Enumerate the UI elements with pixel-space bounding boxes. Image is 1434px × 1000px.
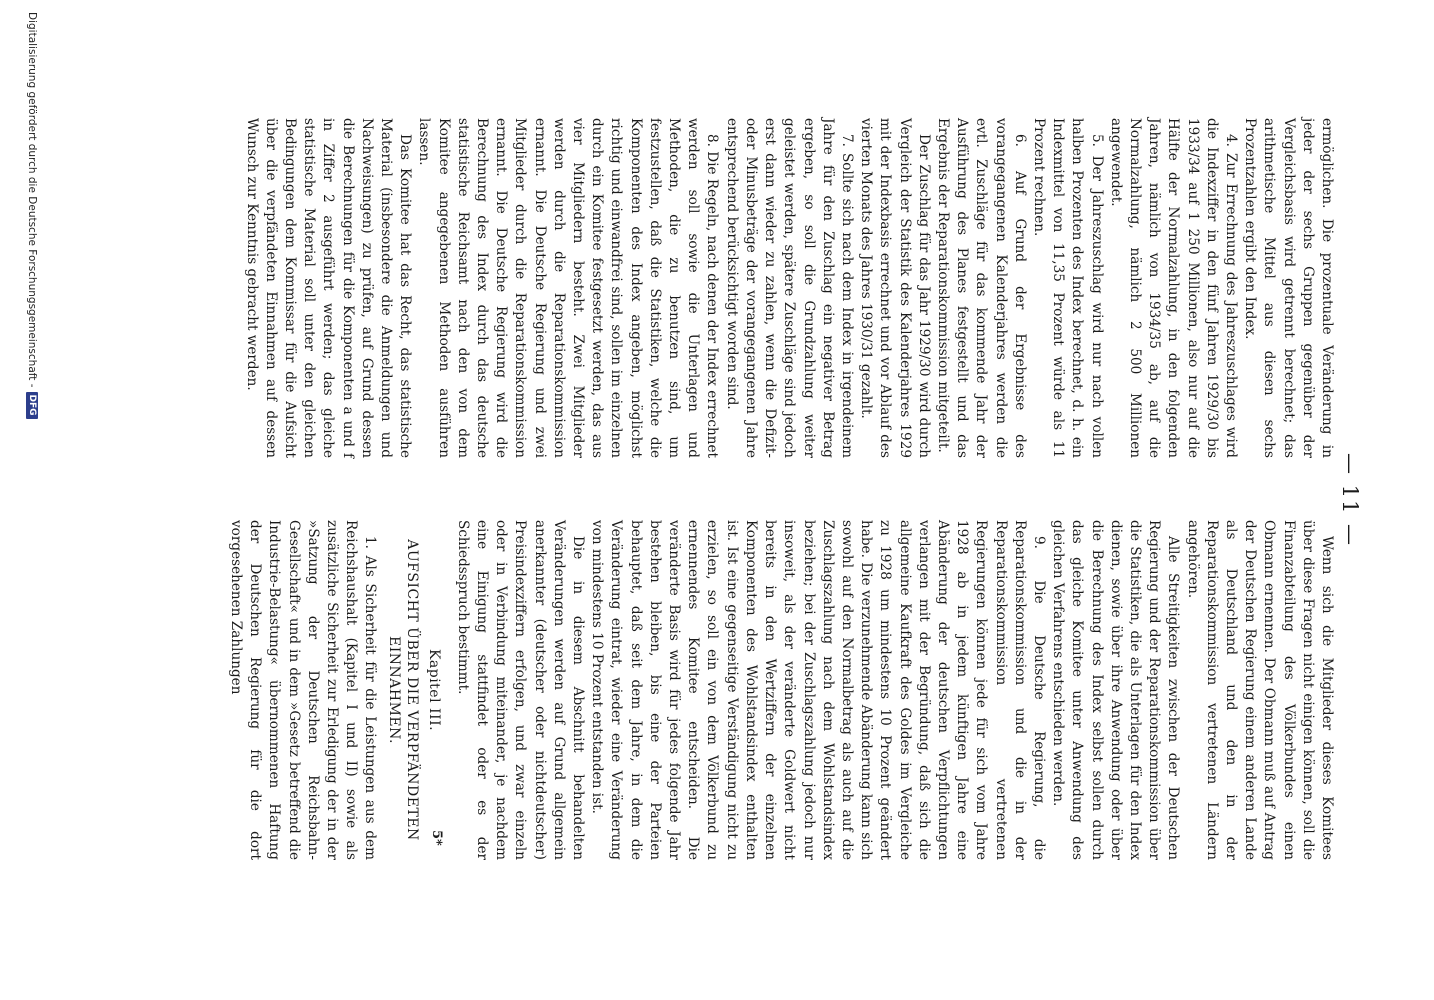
paragraph: 4. Zur Errechnung des Jahreszuschlages wird die Indexziffer in den fünf Jahren 1929/30 bis 1933/34 auf 1 250 Millionen, also nur auf die Hälfte der Normalzahlung, in den folgenden Jahren, nämlich von 1934/35 ab, auf die Normalzahlung, nämlich 2 500 Millionen angewendet. (1107, 118, 1239, 458)
section-heading: AUFSICHT ÜBER DIE VERPFÄNDETEN EINNAHMEN. (386, 539, 421, 841)
right-column-bottom (226, 520, 380, 860)
paragraph: Die in diesem Abschnitt behandelten Veränderungen werden auf Grund allgemein anerkannter (deutscher oder nichtdeutscher) Preisindexziffern erfolgen, und zwar einzeln oder in Verbindung miteinander, je nachdem eine Einigung stattfindet oder es der Schiedsspruch bestimmt. (454, 520, 587, 860)
chapter-heading: Kapitel III. (425, 648, 442, 732)
paragraph: 9. Die Deutsche Regierung, die Reparationskommission und die in der Reparationskommission vertretenen Regierungen können jede für sich vom Jahre 1928 ab in jedem künftigen Jahre eine Abänderung der deutschen Verpflichtungen verlangen mit der Begründung, daß sich die allgemeine Kaufkraft des Goldes im Vergleiche zu 1928 um mindestens 10 Prozent geändert habe. Die verzunehmende Abänderung kann sich sowohl auf den Normalbetrag als auch auf die Zuschlagszahlung nach dem Wohlstandsindex beziehen; bei der Zuschlagszahlung jedoch nur insoweit, als der veränderte Goldwert nicht bereits in den Wertziffern der einzelnen Komponenten des Wohlstandsindex enthalten ist. Ist eine gegenseitige Verständigung nicht zu erzielen, so soll ein von dem Völkerbund zu ernennendes Komitee entscheiden. Die veränderte Basis wird für jedes folgende Jahr bestehen bleiben, bis eine der Parteien behauptet, daß seit dem Jahre, in dem die Veränderung eintrat, wieder eine Veränderung von mindestens 10 Prozent entstanden ist. (589, 520, 1047, 860)
signature-mark: 5* (429, 830, 444, 846)
right-column-top (453, 520, 1336, 860)
paragraph: Der Zuschlag für das Jahr 1929/30 wird durch Vergleich der Statistik des Kalenderjahres 1929 mit der Indexbasis errechnet und vor Ablauf des vierten Monats des Jahres 1930/31 gezahlt. (858, 118, 932, 458)
left-text-column (241, 118, 1336, 458)
paragraph: 7. Sollte sich nach dem Index in irgendeinem Jahre für den Zuschlag ein negativer Betrag ergeben, so soll die Grundzahlung weiter geleistet werden, spätere Zuschläge sind jedoch erst dann wieder zu zahlen, wenn die Defizit- oder Minusbeträge der vorangegangenen Jahre entsprechend berücksichtigt worden sind. (723, 118, 855, 458)
paragraph: 8. Die Regeln, nach denen der Index errechnet werden soll sowie die Unterlagen und Methoden, die zu benutzen sind, um festzustellen, daß die Statistiken, welche die Komponenten des Index angeben, möglichst richtig und einwandfrei sind, sollen im einzelnen durch ein Komitee festgesetzt werden, das aus vier Mitgliedern besteht. Zwei Mitglieder werden durch die Reparationskommission ernannt. Die Deutsche Regierung und zwei Mitglieder durch die Reparationskommission ernannt. Die Deutsche Regierung wird die Berechnung des Index durch das deutsche statistische Reichsamt nach den von dem Komitee angegebenen Methoden ausführen lassen. (416, 118, 721, 458)
digitization-credit (26, 12, 38, 419)
dfg-logo: DFG (26, 392, 38, 419)
credit-text: Digitalisierung gefördert durch die Deutsche Forschungsgemeinschaft - (26, 12, 38, 388)
right-text-column (226, 520, 1336, 860)
paragraph: 1. Als Sicherheit für die Leistungen aus dem Reichshaushalt (Kapitel I und II) sowie als zusätzliche Sicherheit zur Erledigung der in der »Satzung der Deutschen Reichsbahn-Gesellschaft« und in dem »Gesetz betreffend die Industrie-Belastung« übernommenen Haftung der Deutschen Regierung für die dort vorgesehenen Zahlungen (228, 520, 379, 860)
paragraph: Wenn sich die Mitglieder dieses Komitees über diese Fragen nicht einigen können, soll die Finanzabteilung des Völkerbundes einen Obmann ernennen. Der Obmann muß auf Antrag der Deutschen Regierung einem anderen Lande als Deutschland und den in der Reparationskommission vertretenen Ländern angehören. (1184, 520, 1335, 860)
paragraph: 5. Der Jahreszuschlag wird nur nach vollen halben Prozenten des Index berechnet, d. h. ein Indexmittel von 11,35 Prozent würde als 11 Prozent rechnen. (1030, 118, 1105, 458)
paragraph: Alle Streitigkeiten zwischen der Deutschen Regierung und der Reparationskommission über die Statistiken, die als Unterlagen für den Index dienen, sowie über ihre Anwendung oder über die Berechnung des Index selbst sollen durch das gleiche Komitee unter Anwendung des gleichen Verfahrens entschieden werden. (1050, 520, 1182, 860)
paragraph: ermöglichen. Die prozentuale Veränderung in jeder der sechs Gruppen gegenüber der Vergleichsbasis wird getrennt berechnet; das arithmetische Mittel aus diesen sechs Prozentzahlen ergibt den Index. (1242, 118, 1335, 458)
page-number: — 11 — (1338, 452, 1362, 548)
paragraph: Das Komitee hat das Recht, das statistische Material (insbesondere die Anmeldungen und Nachweisungen) zu prüfen, auf Grund dessen die Berechnungen für die Komponenten a und f in Ziffer 2 ausgeführt werden; das gleiche statistische Material soll unter den gleichen Bedingungen dem Kommissar für die Aufsicht über die verpfändeten Einnahmen auf dessen Wunsch zur Kenntnis gebracht werden. (243, 118, 414, 458)
paragraph: 6. Auf Grund der Ergebnisse des vorangegangenen Kalenderjahres werden die evtl. Zuschläge für das kommende Jahr der Ausführung des Planes festgestellt und das Ergebnis der Reparationskommission mitgeteilt. (934, 118, 1028, 458)
